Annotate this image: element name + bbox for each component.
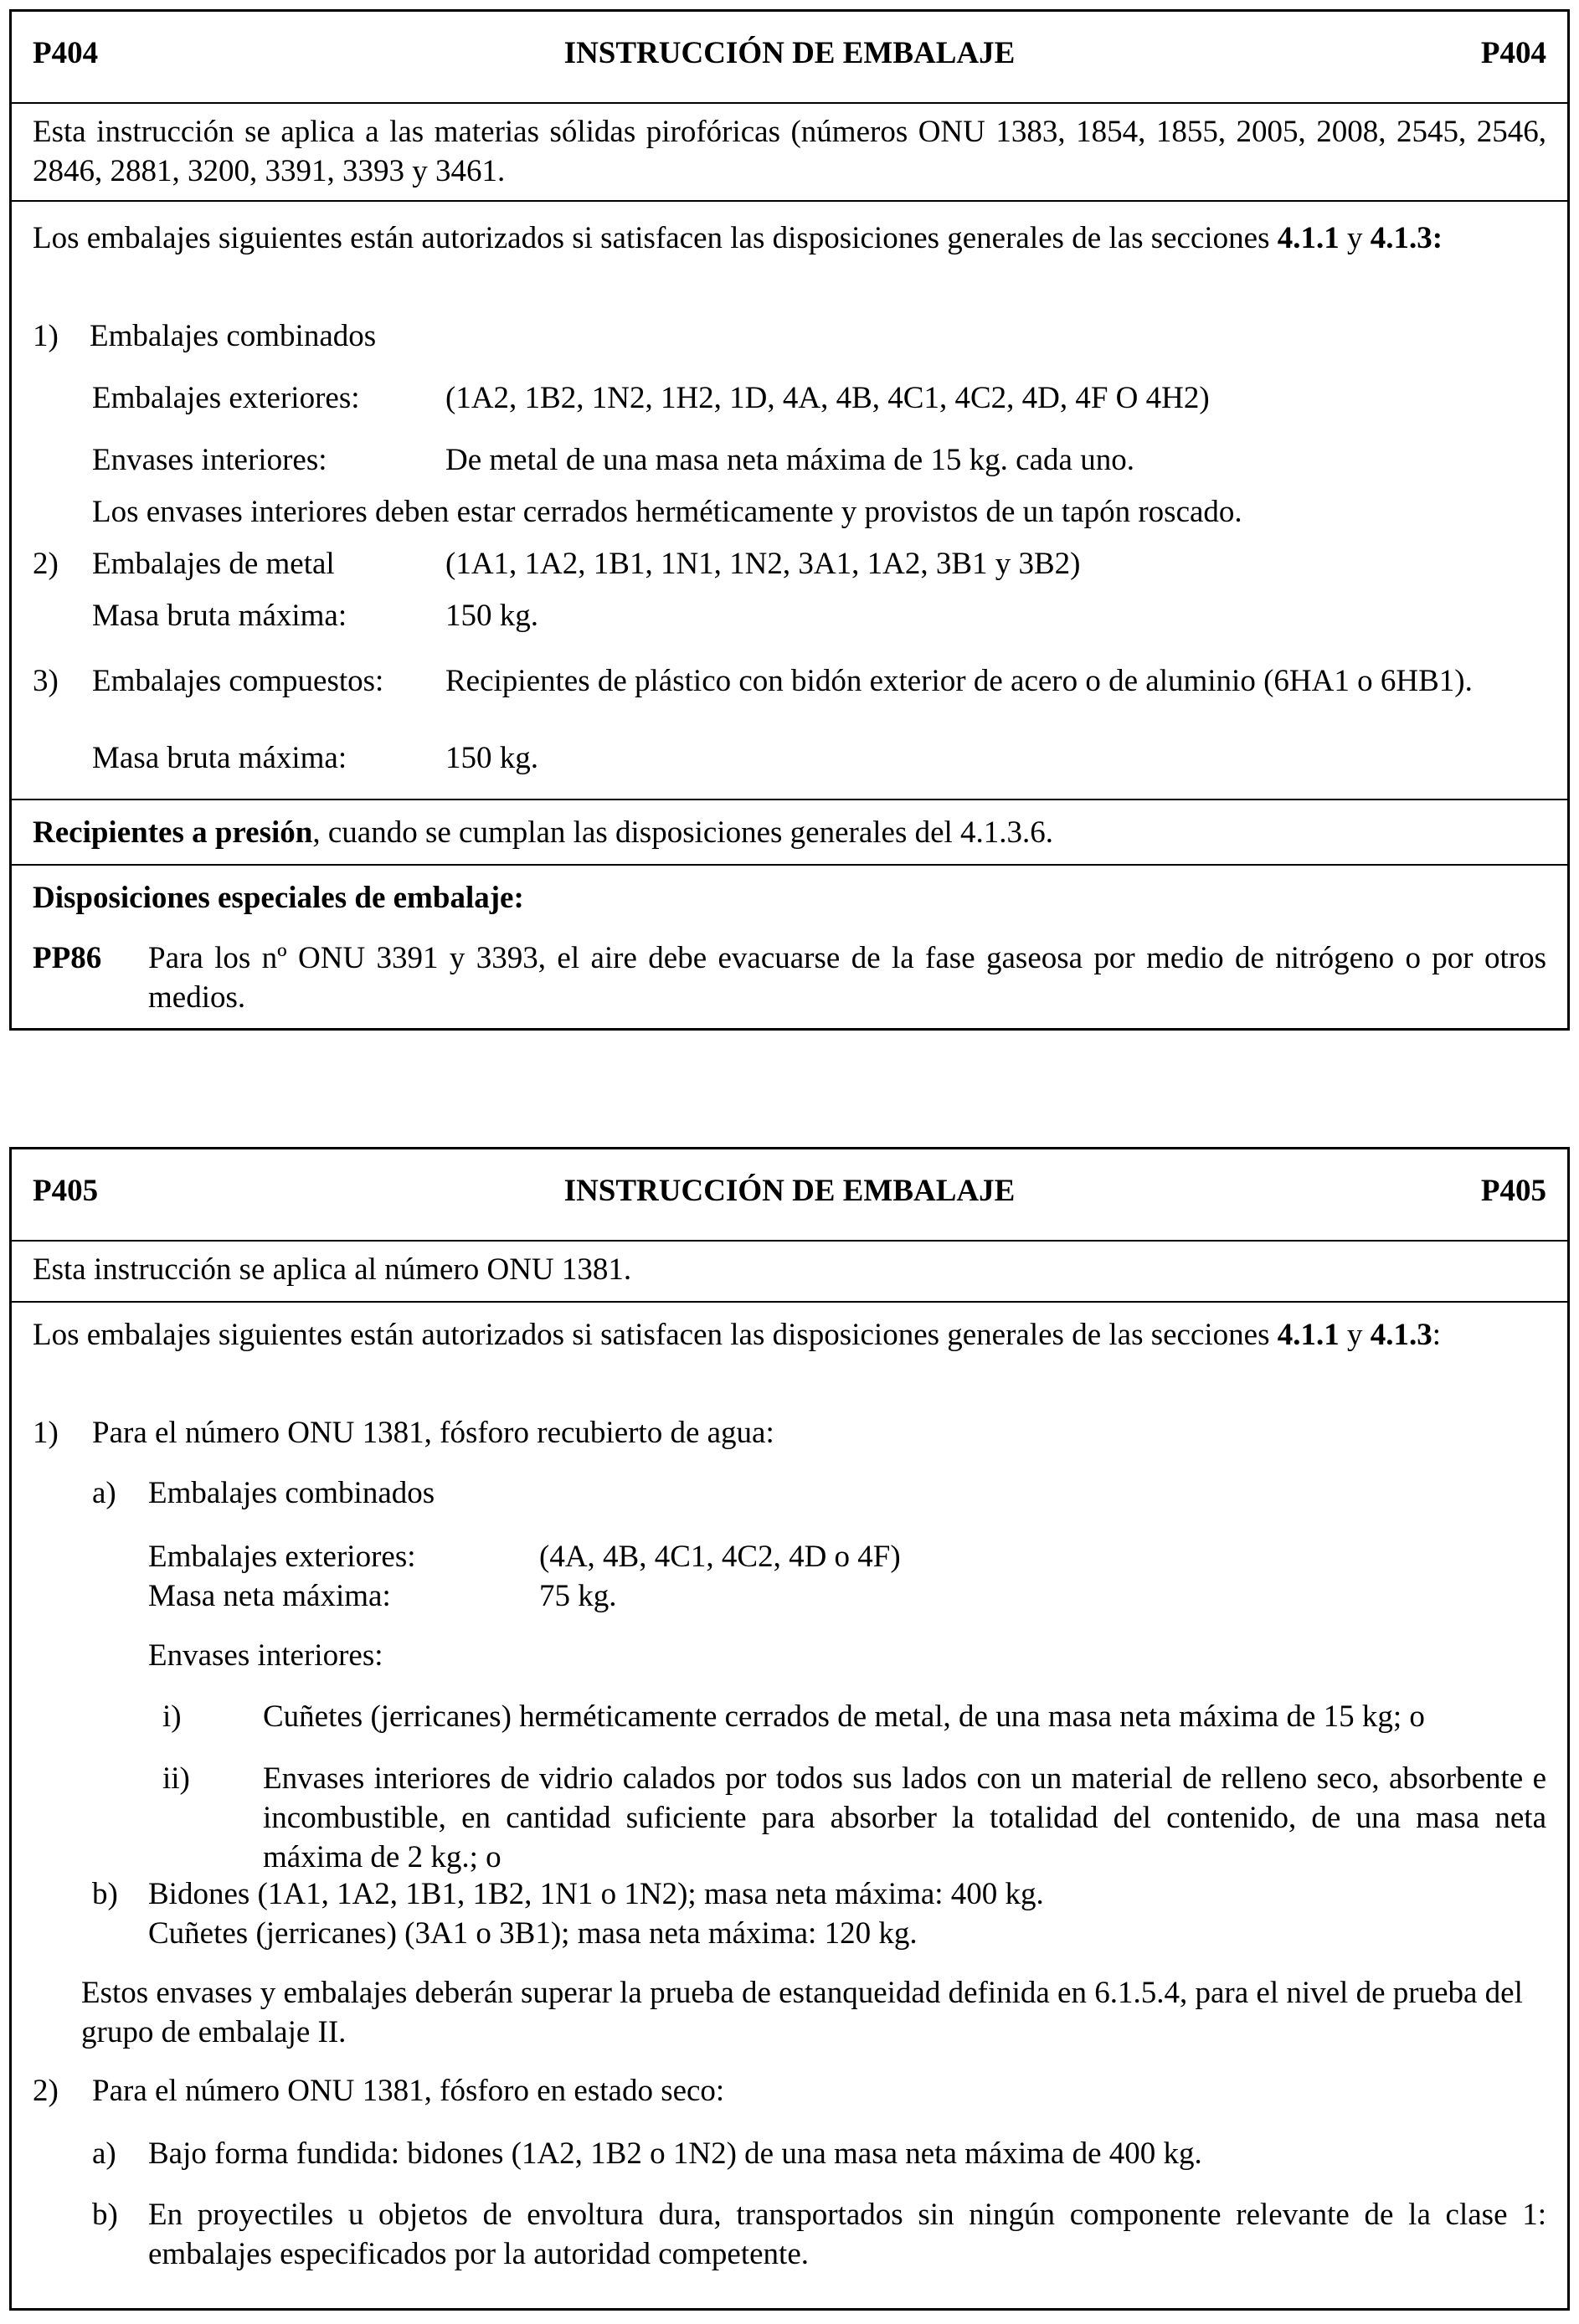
p404-pressure-row	[12, 800, 1567, 866]
p405-a-title: Embalajes combinados	[148, 1476, 435, 1510]
p404-item2-mass-value: 150 kg.	[445, 599, 538, 633]
p405-scope-row	[12, 1242, 1567, 1303]
p405-b-line2: Cuñetes (jerricanes) (3A1 o 3B1); masa neta máxima: 120 kg.	[148, 1916, 918, 1951]
p405-a-outer-label: Embalajes exteriores:	[148, 1540, 416, 1574]
p404-inner-label: Envases interiores:	[92, 443, 327, 477]
p405-a-num: a)	[92, 1476, 116, 1510]
p404-item2-mass-label: Masa bruta máxima:	[92, 599, 347, 633]
p404-inner-note: Los envases interiores deben estar cerrados herméticamente y provistos de un tapón roscado.	[92, 495, 1242, 529]
p405-a-inner-label: Envases interiores:	[148, 1638, 383, 1673]
p405-title: INSTRUCCIÓN DE EMBALAJE	[563, 1174, 1016, 1208]
p404-intro: Los embalajes siguientes están autorizados si satisfacen las disposiciones generales de las secciones 4.1.1 y 4.1.3:	[33, 221, 1443, 255]
p404-inner-value: De metal de una masa neta máxima de 15 kg. cada uno.	[445, 443, 1134, 477]
p405-a2-text: Bajo forma fundida: bidones (1A2, 1B2 o 1N2) de una masa neta máxima de 400 kg.	[148, 2136, 1202, 2171]
p404-special-provisions	[12, 866, 1567, 1028]
p404-item1-title: Embalajes combinados	[90, 319, 377, 353]
p405-ii-text: Envases interiores de vidrio calados por todos sus lados con un material de relleno seco, absorbente e incombustible, en cantidad suficiente para absorber la totalidad del contenido, de una masa neta máxima de 2 kg.; o	[263, 1761, 1546, 1874]
p405-a-mass-label: Masa neta máxima:	[148, 1579, 391, 1613]
p404-title: INSTRUCCIÓN DE EMBALAJE	[563, 36, 1016, 70]
p404-item3-value: Recipientes de plástico con bidón exterior de acero o de aluminio (6HA1 o 6HB1).	[445, 664, 1473, 698]
p404-code-left: P404	[33, 36, 99, 70]
p404-item2-label: Embalajes de metal	[92, 547, 335, 581]
packing-instruction-p405	[9, 1147, 1570, 2311]
p404-item2-value: (1A1, 1A2, 1B1, 1N1, 1N2, 3A1, 1A2, 3B1 y 3B2)	[445, 547, 1081, 581]
p405-a-mass-value: 75 kg.	[539, 1579, 617, 1613]
p404-pp86-text: Para los nº ONU 3391 y 3393, el aire debe evacuarse de la fase gaseosa por medio de nitrógeno o por otros medios.	[148, 941, 1546, 1015]
p404-item3-label: Embalajes compuestos:	[92, 664, 384, 698]
p405-b-num: b)	[92, 1877, 118, 1911]
p404-pressure-receptacles: Recipientes a presión, cuando se cumplan las disposiciones generales del 4.1.3.6.	[33, 815, 1054, 850]
p404-special-title: Disposiciones especiales de embalaje:	[33, 881, 524, 915]
p405-item2-title: Para el número ONU 1381, fósforo en estado seco:	[92, 2074, 725, 2108]
p404-outer-value: (1A2, 1B2, 1N2, 1H2, 1D, 4A, 4B, 4C1, 4C2, 4D, 4F O 4H2)	[445, 381, 1210, 415]
p404-header	[12, 12, 1567, 104]
p405-intro: Los embalajes siguientes están autorizados si satisfacen las disposiciones generales de las secciones 4.1.1 y 4.1.3:	[33, 1318, 1442, 1352]
p405-ii-num: ii)	[162, 1761, 190, 1796]
p404-scope: Esta instrucción se aplica a las materias sólidas pirofóricas (números ONU 1383, 1854, 1855, 2005, 2008, 2545, 2546, 2846, 2881, 3200, 3391, 3393 y 3461.	[33, 115, 1546, 188]
p405-scope: Esta instrucción se aplica al número ONU 1381.	[33, 1252, 632, 1287]
p405-test-note: Estos envases y embalajes deberán superar la prueba de estanqueidad definida en 6.1.5.4, para el nivel de prueba del grupo de embalaje II.	[81, 1976, 1523, 2049]
p404-item3-num: 3)	[33, 664, 59, 698]
p404-outer-label: Embalajes exteriores:	[92, 381, 360, 415]
p404-item3-mass-label: Masa bruta máxima:	[92, 741, 347, 775]
p404-item2-num: 2)	[33, 547, 59, 581]
p405-packagings-row	[12, 1303, 1567, 2307]
p404-packagings-row	[12, 202, 1567, 800]
p405-b2-text: En proyectiles u objetos de envoltura dura, transportados sin ningún componente relevante de la clase 1: embalajes especificados por la autoridad competente.	[148, 2198, 1546, 2271]
p405-i-num: i)	[162, 1699, 182, 1734]
p404-item3-mass-value: 150 kg.	[445, 741, 538, 775]
p405-code-right: P405	[1480, 1174, 1546, 1208]
p405-header	[12, 1149, 1567, 1242]
p404-scope-row	[12, 104, 1567, 202]
p404-code-right: P404	[1480, 36, 1546, 70]
p405-item1-num: 1)	[33, 1416, 59, 1450]
p405-item1-title: Para el número ONU 1381, fósforo recubierto de agua:	[92, 1416, 774, 1450]
p404-item1-num: 1)	[33, 319, 59, 353]
p405-b2-num: b)	[92, 2198, 118, 2232]
packing-instruction-p404	[9, 9, 1570, 1031]
p405-a2-num: a)	[92, 2136, 116, 2171]
p404-pp86-code: PP86	[33, 941, 102, 975]
p405-i-text: Cuñetes (jerricanes) herméticamente cerrados de metal, de una masa neta máxima de 15 kg; o	[263, 1699, 1425, 1734]
p405-item2-num: 2)	[33, 2074, 59, 2108]
p405-b-line1: Bidones (1A1, 1A2, 1B1, 1B2, 1N1 o 1N2); masa neta máxima: 400 kg.	[148, 1877, 1044, 1911]
p405-a-outer-value: (4A, 4B, 4C1, 4C2, 4D o 4F)	[539, 1540, 901, 1574]
p405-code-left: P405	[33, 1174, 99, 1208]
